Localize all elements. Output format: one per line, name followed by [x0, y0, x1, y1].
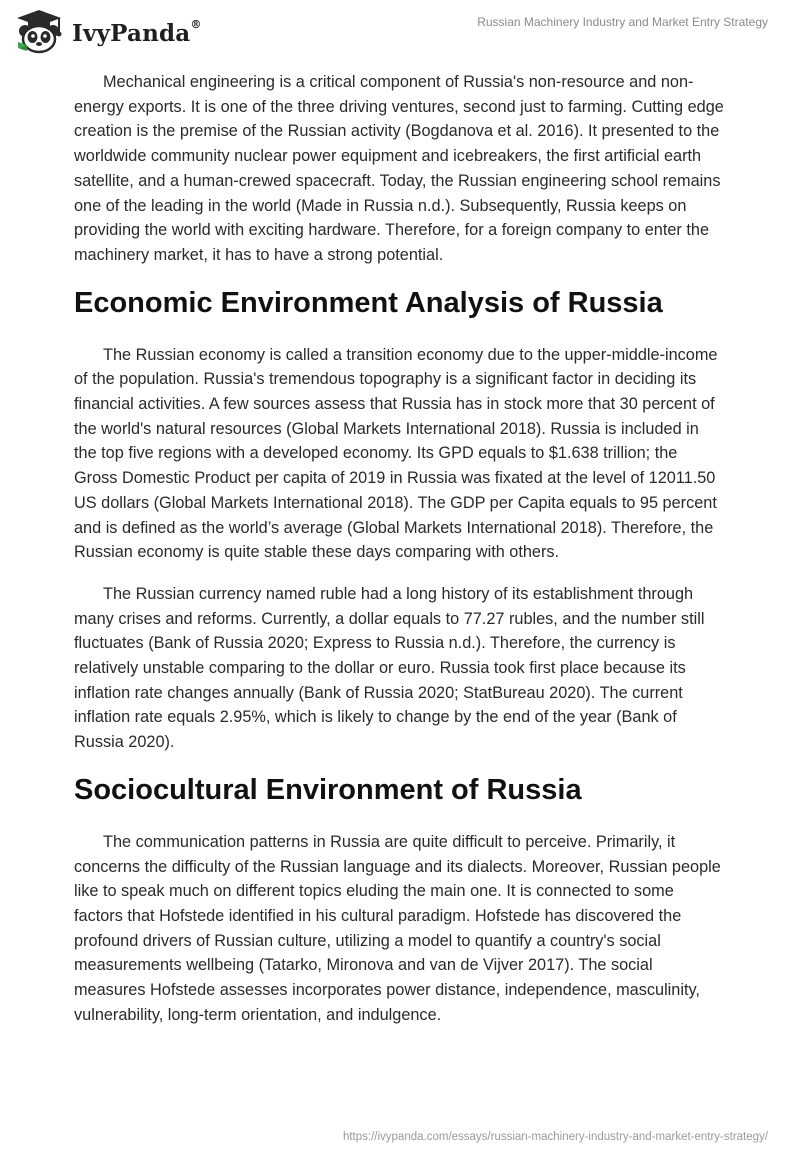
ivypanda-logo-icon[interactable]	[14, 8, 64, 54]
source-url[interactable]: https://ivypanda.com/essays/russian-machinery-industry-and-market-entry-strategy/	[342, 1131, 768, 1143]
registered-mark: ®	[190, 18, 202, 32]
essay-content	[74, 70, 724, 1045]
sociocultural-paragraph: The communication patterns in Russia are quite difficult to perceive. Primarily, it concerns the difficulty of the Russian language and its dialects. Moreover, Russian people like to speak much on different topics eluding the main one. It is connected to some factors that Hofstede identified in his cultural paradigm. Hofstede has discovered the profound drivers of Russian culture, utilizing a model to quantify a country's social measurements wellbeing (Tatarko, Mironova and van de Vijver 2017). The social measures Hofstede assesses incorporates power distance, independence, masculinity, vulnerability, long-term orientation, and indulgence.	[74, 832, 721, 1024]
economic-paragraph-2: The Russian currency named ruble had a long history of its establishment through many crises and reforms. Currently, a dollar equals to 77.27 rubles, and the number still fluctuates (Bank of Russia 2020; Express to Russia n.d.). Therefore, the currency is relatively unstable comparing to the dollar or euro. Russia took first place because its inflation rate changes annually (Bank of Russia 2020; StatBureau 2020). The current inflation rate equals 2.95%, which is likely to change by the end of the year (Bank of Russia 2020).	[74, 584, 705, 752]
page-header	[0, 0, 800, 60]
brand-name-text: IvyPanda	[72, 20, 191, 47]
economic-heading: Economic Environment Analysis of Russia	[74, 286, 663, 319]
economic-paragraph-1: The Russian economy is called a transition economy due to the upper-middle-income of the population. Russia's tremendous topography is a significant factor in deciding its financial activities. A few sources assess that Russia has in stock more that 30 percent of the world's natural resources (Global Markets International 2018). Russia is included in the top five regions with a developed economy. Its GPD equals to $1.638 trillion; the Gross Domestic Product per capita of 2019 in Russia was fixated at the level of 12011.50 US dollars (Global Markets International 2018). The GDP per Capita equals to 95 percent and is defined as the world’s average (Global Markets International 2018). Therefore, the Russian economy is quite stable these days comparing with others.	[74, 345, 718, 562]
brand-name[interactable]	[72, 20, 202, 47]
sociocultural-heading: Sociocultural Environment of Russia	[74, 773, 582, 806]
document-title: Russian Machinery Industry and Market Entry Strategy	[477, 15, 768, 29]
intro-paragraph: Mechanical engineering is a critical component of Russia's non-resource and non-energy exports. It is one of the three driving ventures, second just to farming. Cutting edge creation is the premise of the Russian activity (Bogdanova et al. 2016). It presented to the worldwide community nuclear power equipment and icebreakers, the first artificial earth satellite, and a human-crewed spacecraft. Today, the Russian engineering school remains one of the leading in the world (Made in Russia n.d.). Subsequently, Russia keeps on providing the world with exciting hardware. Therefore, for a foreign company to enter the machinery market, it has to have a strong potential.	[74, 73, 724, 264]
